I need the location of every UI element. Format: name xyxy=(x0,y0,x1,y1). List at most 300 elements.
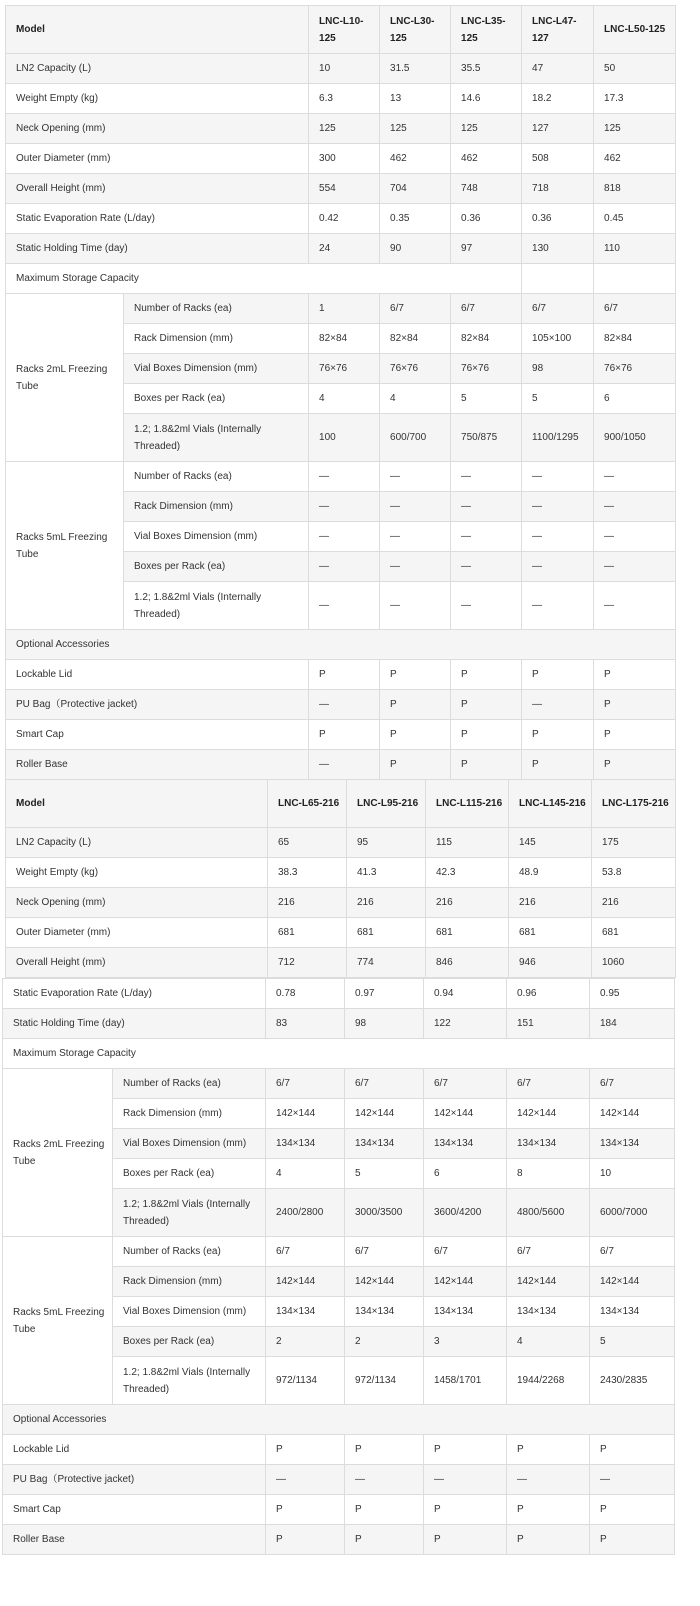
cell: P xyxy=(345,1525,424,1555)
cell: 142×144 xyxy=(424,1099,507,1129)
row-label: 1.2; 1.8&2ml Vials (Internally Threaded) xyxy=(113,1189,266,1237)
row-label: Boxes per Rack (ea) xyxy=(124,384,309,414)
cell: 300 xyxy=(309,144,380,174)
row-label: Rack Dimension (mm) xyxy=(124,324,309,354)
cell: 0.45 xyxy=(594,204,676,234)
cell: 0.35 xyxy=(380,204,451,234)
cell: 125 xyxy=(309,114,380,144)
section-title: Optional Accessories xyxy=(3,1405,675,1435)
cell: 900/1050 xyxy=(594,414,676,462)
cell: P xyxy=(266,1495,345,1525)
cell: 972/1134 xyxy=(345,1357,424,1405)
rack-row xyxy=(3,1069,675,1099)
cell: 2 xyxy=(266,1327,345,1357)
cell: 846 xyxy=(426,948,509,978)
cell: P xyxy=(380,720,451,750)
cell: P xyxy=(309,720,380,750)
cell: 462 xyxy=(451,144,522,174)
cell: P xyxy=(309,660,380,690)
cell: P xyxy=(345,1435,424,1465)
cell: 142×144 xyxy=(345,1267,424,1297)
cell: 0.96 xyxy=(507,979,590,1009)
cell: 41.3 xyxy=(347,858,426,888)
cell: 216 xyxy=(347,888,426,918)
cell: P xyxy=(380,690,451,720)
cell: P xyxy=(590,1525,675,1555)
cell: 110 xyxy=(594,234,676,264)
cell: 142×144 xyxy=(424,1267,507,1297)
cell: 98 xyxy=(345,1009,424,1039)
spec-row xyxy=(6,144,676,174)
cell: 134×134 xyxy=(590,1297,675,1327)
cell: 24 xyxy=(309,234,380,264)
row-label: Vial Boxes Dimension (mm) xyxy=(113,1297,266,1327)
model-col-header: LNC-L50-125 xyxy=(594,6,676,54)
cell: — xyxy=(594,582,676,630)
spec-row xyxy=(3,979,675,1009)
cell: 1944/2268 xyxy=(507,1357,590,1405)
cell: 8 xyxy=(507,1159,590,1189)
cell: 17.3 xyxy=(594,84,676,114)
section-row xyxy=(3,1405,675,1435)
cell: — xyxy=(266,1465,345,1495)
cell: P xyxy=(594,720,676,750)
cell: P xyxy=(522,660,594,690)
cell: 105×100 xyxy=(522,324,594,354)
cell: P xyxy=(380,660,451,690)
rack-row xyxy=(3,1237,675,1267)
cell: 1458/1701 xyxy=(424,1357,507,1405)
cell: 748 xyxy=(451,174,522,204)
row-label: Roller Base xyxy=(3,1525,266,1555)
model-header: Model xyxy=(6,6,309,54)
group-label-5ml: Racks 5mL Freezing Tube xyxy=(3,1237,113,1405)
cell: 142×144 xyxy=(590,1267,675,1297)
cell: P xyxy=(424,1435,507,1465)
row-label: Vial Boxes Dimension (mm) xyxy=(124,354,309,384)
row-label: Outer Diameter (mm) xyxy=(6,918,268,948)
cell: 462 xyxy=(380,144,451,174)
cell: 134×134 xyxy=(507,1129,590,1159)
row-label: Smart Cap xyxy=(6,720,309,750)
cell: 4800/5600 xyxy=(507,1189,590,1237)
cell: P xyxy=(594,750,676,780)
cell: 3600/4200 xyxy=(424,1189,507,1237)
cell: — xyxy=(380,492,451,522)
cell: — xyxy=(522,582,594,630)
row-label: Neck Opening (mm) xyxy=(6,888,268,918)
cell: 76×76 xyxy=(594,354,676,384)
cell: 0.95 xyxy=(590,979,675,1009)
cell: 95 xyxy=(347,828,426,858)
model-col-header: LNC-L175-216 xyxy=(592,780,676,828)
cell: 142×144 xyxy=(590,1099,675,1129)
cell: — xyxy=(451,552,522,582)
cell: 0.36 xyxy=(522,204,594,234)
cell: 4 xyxy=(507,1327,590,1357)
cell: 10 xyxy=(590,1159,675,1189)
cell: 122 xyxy=(424,1009,507,1039)
cell: — xyxy=(594,552,676,582)
cell: 6/7 xyxy=(345,1069,424,1099)
cell: 125 xyxy=(380,114,451,144)
row-label: 1.2; 1.8&2ml Vials (Internally Threaded) xyxy=(124,414,309,462)
row-label: Rack Dimension (mm) xyxy=(113,1099,266,1129)
cell: 134×134 xyxy=(590,1129,675,1159)
cell: 0.97 xyxy=(345,979,424,1009)
spec-row xyxy=(6,84,676,114)
cell: 718 xyxy=(522,174,594,204)
cell: 6/7 xyxy=(345,1237,424,1267)
cell: 5 xyxy=(590,1327,675,1357)
cell: 134×134 xyxy=(424,1297,507,1327)
row-label: Smart Cap xyxy=(3,1495,266,1525)
cell: 1100/1295 xyxy=(522,414,594,462)
cell: 6/7 xyxy=(380,294,451,324)
row-label: Rack Dimension (mm) xyxy=(124,492,309,522)
cell: 774 xyxy=(347,948,426,978)
cell: P xyxy=(522,750,594,780)
accessory-row xyxy=(3,1525,675,1555)
row-label: Weight Empty (kg) xyxy=(6,84,309,114)
cell: 712 xyxy=(268,948,347,978)
cell: — xyxy=(522,462,594,492)
cell: 6 xyxy=(424,1159,507,1189)
cell: 216 xyxy=(426,888,509,918)
row-label: Number of Racks (ea) xyxy=(113,1237,266,1267)
model-col-header: LNC-L95-216 xyxy=(347,780,426,828)
row-label: Boxes per Rack (ea) xyxy=(113,1159,266,1189)
row-label: Lockable Lid xyxy=(6,660,309,690)
cell: 5 xyxy=(345,1159,424,1189)
cell: 681 xyxy=(592,918,676,948)
row-label: 1.2; 1.8&2ml Vials (Internally Threaded) xyxy=(124,582,309,630)
row-label: Static Holding Time (day) xyxy=(3,1009,266,1039)
accessory-row xyxy=(6,750,676,780)
spec-row xyxy=(6,114,676,144)
cell: — xyxy=(522,552,594,582)
cell: — xyxy=(507,1465,590,1495)
cell: — xyxy=(424,1465,507,1495)
cell: P xyxy=(451,690,522,720)
cell: 681 xyxy=(268,918,347,948)
row-label: Number of Racks (ea) xyxy=(124,462,309,492)
row-label: Weight Empty (kg) xyxy=(6,858,268,888)
cell: 4 xyxy=(309,384,380,414)
group-label-5ml: Racks 5mL Freezing Tube xyxy=(6,462,124,630)
cell: 3000/3500 xyxy=(345,1189,424,1237)
cell: 818 xyxy=(594,174,676,204)
cell: 125 xyxy=(594,114,676,144)
cell: 508 xyxy=(522,144,594,174)
cell: 4 xyxy=(266,1159,345,1189)
cell: 142×144 xyxy=(345,1099,424,1129)
cell: P xyxy=(507,1525,590,1555)
row-label: Static Evaporation Rate (L/day) xyxy=(6,204,309,234)
row-label: LN2 Capacity (L) xyxy=(6,54,309,84)
section-title: Optional Accessories xyxy=(6,630,676,660)
cell: — xyxy=(309,552,380,582)
model-col-header: LNC-L35-125 xyxy=(451,6,522,54)
cell: 38.3 xyxy=(268,858,347,888)
cell: P xyxy=(507,1435,590,1465)
cell: 216 xyxy=(268,888,347,918)
model-col-header: LNC-L65-216 xyxy=(268,780,347,828)
cell: — xyxy=(594,492,676,522)
cell: 3 xyxy=(424,1327,507,1357)
cell: — xyxy=(309,492,380,522)
cell: — xyxy=(309,582,380,630)
cell: 151 xyxy=(507,1009,590,1039)
row-label: Vial Boxes Dimension (mm) xyxy=(113,1129,266,1159)
cell: 462 xyxy=(594,144,676,174)
cell: 704 xyxy=(380,174,451,204)
cell: — xyxy=(380,522,451,552)
row-label: 1.2; 1.8&2ml Vials (Internally Threaded) xyxy=(113,1357,266,1405)
cell: 134×134 xyxy=(266,1297,345,1327)
cell: P xyxy=(451,660,522,690)
cell: 76×76 xyxy=(309,354,380,384)
cell: 134×134 xyxy=(507,1297,590,1327)
cell: 750/875 xyxy=(451,414,522,462)
cell: 76×76 xyxy=(380,354,451,384)
accessory-row xyxy=(3,1465,675,1495)
cell: 6/7 xyxy=(594,294,676,324)
spec-row xyxy=(6,54,676,84)
cell: 6/7 xyxy=(590,1237,675,1267)
cell: P xyxy=(594,690,676,720)
cell: 946 xyxy=(509,948,592,978)
cell: 6/7 xyxy=(522,294,594,324)
cell: 76×76 xyxy=(451,354,522,384)
spec-row xyxy=(3,1009,675,1039)
cell: 681 xyxy=(426,918,509,948)
spec-row xyxy=(6,858,676,888)
cell: 0.78 xyxy=(266,979,345,1009)
spec-row xyxy=(6,888,676,918)
cell: 42.3 xyxy=(426,858,509,888)
cell: 6/7 xyxy=(451,294,522,324)
spec-table-216-top xyxy=(5,779,676,978)
cell: — xyxy=(380,552,451,582)
cell: 134×134 xyxy=(424,1129,507,1159)
cell: 6/7 xyxy=(424,1237,507,1267)
section-row xyxy=(6,264,676,294)
row-label: Number of Racks (ea) xyxy=(113,1069,266,1099)
cell: 31.5 xyxy=(380,54,451,84)
cell: 142×144 xyxy=(266,1267,345,1297)
cell: 145 xyxy=(509,828,592,858)
cell: 134×134 xyxy=(345,1129,424,1159)
row-label: Static Evaporation Rate (L/day) xyxy=(3,979,266,1009)
cell: 65 xyxy=(268,828,347,858)
section-row xyxy=(3,1039,675,1069)
cell: 2400/2800 xyxy=(266,1189,345,1237)
cell: 681 xyxy=(347,918,426,948)
cell: 82×84 xyxy=(309,324,380,354)
cell: — xyxy=(380,582,451,630)
header-row xyxy=(6,6,676,54)
accessory-row xyxy=(6,720,676,750)
cell: 82×84 xyxy=(380,324,451,354)
row-label: Static Holding Time (day) xyxy=(6,234,309,264)
row-label: Roller Base xyxy=(6,750,309,780)
cell: P xyxy=(266,1435,345,1465)
row-label: PU Bag（Protective jacket) xyxy=(3,1465,266,1495)
cell: P xyxy=(522,720,594,750)
cell: 6/7 xyxy=(424,1069,507,1099)
row-label: Outer Diameter (mm) xyxy=(6,144,309,174)
cell: — xyxy=(594,522,676,552)
row-label: Overall Height (mm) xyxy=(6,948,268,978)
cell: P xyxy=(424,1495,507,1525)
cell: 142×144 xyxy=(507,1099,590,1129)
cell: 600/700 xyxy=(380,414,451,462)
accessory-row xyxy=(6,690,676,720)
row-label: Vial Boxes Dimension (mm) xyxy=(124,522,309,552)
cell: 6/7 xyxy=(590,1069,675,1099)
row-label: Overall Height (mm) xyxy=(6,174,309,204)
cell: — xyxy=(522,690,594,720)
cell: 4 xyxy=(380,384,451,414)
cell: 0.94 xyxy=(424,979,507,1009)
cell: — xyxy=(522,492,594,522)
cell: — xyxy=(309,750,380,780)
empty-cell xyxy=(594,264,676,294)
cell: 83 xyxy=(266,1009,345,1039)
cell: 175 xyxy=(592,828,676,858)
cell: 50 xyxy=(594,54,676,84)
spec-row xyxy=(6,828,676,858)
cell: 6/7 xyxy=(266,1237,345,1267)
model-col-header: LNC-L30-125 xyxy=(380,6,451,54)
cell: — xyxy=(380,462,451,492)
cell: 48.9 xyxy=(509,858,592,888)
model-header: Model xyxy=(6,780,268,828)
cell: 681 xyxy=(509,918,592,948)
cell: 6/7 xyxy=(507,1237,590,1267)
cell: 2 xyxy=(345,1327,424,1357)
cell: 2430/2835 xyxy=(590,1357,675,1405)
cell: 184 xyxy=(590,1009,675,1039)
spec-row xyxy=(6,948,676,978)
accessory-row xyxy=(3,1435,675,1465)
cell: 47 xyxy=(522,54,594,84)
cell: 216 xyxy=(592,888,676,918)
cell: 5 xyxy=(522,384,594,414)
cell: 134×134 xyxy=(266,1129,345,1159)
section-title: Maximum Storage Capacity xyxy=(6,264,522,294)
cell: 100 xyxy=(309,414,380,462)
cell: — xyxy=(451,492,522,522)
cell: P xyxy=(424,1525,507,1555)
cell: — xyxy=(309,690,380,720)
cell: — xyxy=(309,462,380,492)
model-col-header: LNC-L10-125 xyxy=(309,6,380,54)
cell: — xyxy=(451,462,522,492)
cell: 0.42 xyxy=(309,204,380,234)
cell: 18.2 xyxy=(522,84,594,114)
accessory-row xyxy=(6,660,676,690)
cell: P xyxy=(590,1435,675,1465)
cell: 130 xyxy=(522,234,594,264)
header-row xyxy=(6,780,676,828)
cell: 98 xyxy=(522,354,594,384)
cell: P xyxy=(594,660,676,690)
cell: 972/1134 xyxy=(266,1357,345,1405)
model-col-header: LNC-L115-216 xyxy=(426,780,509,828)
cell: 90 xyxy=(380,234,451,264)
cell: 0.36 xyxy=(451,204,522,234)
cell: 82×84 xyxy=(451,324,522,354)
cell: 554 xyxy=(309,174,380,204)
cell: 53.8 xyxy=(592,858,676,888)
spec-table-125 xyxy=(5,5,676,780)
model-col-header: LNC-L47-127 xyxy=(522,6,594,54)
cell: 142×144 xyxy=(266,1099,345,1129)
cell: 127 xyxy=(522,114,594,144)
section-row xyxy=(6,630,676,660)
cell: — xyxy=(522,522,594,552)
spec-row xyxy=(6,174,676,204)
group-label-2ml: Racks 2mL Freezing Tube xyxy=(3,1069,113,1237)
group-label-2ml: Racks 2mL Freezing Tube xyxy=(6,294,124,462)
cell: P xyxy=(266,1525,345,1555)
cell: P xyxy=(451,720,522,750)
row-label: Lockable Lid xyxy=(3,1435,266,1465)
section-title: Maximum Storage Capacity xyxy=(3,1039,675,1069)
cell: — xyxy=(309,522,380,552)
cell: 142×144 xyxy=(507,1267,590,1297)
cell: — xyxy=(345,1465,424,1495)
cell: — xyxy=(594,462,676,492)
cell: 6 xyxy=(594,384,676,414)
cell: 125 xyxy=(451,114,522,144)
cell: 216 xyxy=(509,888,592,918)
spec-row xyxy=(6,918,676,948)
row-label: PU Bag（Protective jacket) xyxy=(6,690,309,720)
row-label: Neck Opening (mm) xyxy=(6,114,309,144)
cell: 6000/7000 xyxy=(590,1189,675,1237)
cell: 115 xyxy=(426,828,509,858)
rack-row xyxy=(6,462,676,492)
cell: P xyxy=(451,750,522,780)
cell: 13 xyxy=(380,84,451,114)
cell: 134×134 xyxy=(345,1297,424,1327)
cell: — xyxy=(451,522,522,552)
row-label: Boxes per Rack (ea) xyxy=(124,552,309,582)
row-label: Boxes per Rack (ea) xyxy=(113,1327,266,1357)
cell: 6/7 xyxy=(266,1069,345,1099)
row-label: Number of Racks (ea) xyxy=(124,294,309,324)
cell: P xyxy=(345,1495,424,1525)
cell: 6/7 xyxy=(507,1069,590,1099)
spec-row xyxy=(6,204,676,234)
cell: — xyxy=(590,1465,675,1495)
cell: P xyxy=(590,1495,675,1525)
cell: 35.5 xyxy=(451,54,522,84)
spec-row xyxy=(6,234,676,264)
model-col-header: LNC-L145-216 xyxy=(509,780,592,828)
cell: — xyxy=(451,582,522,630)
accessory-row xyxy=(3,1495,675,1525)
cell: 1 xyxy=(309,294,380,324)
cell: 5 xyxy=(451,384,522,414)
cell: 97 xyxy=(451,234,522,264)
cell: 82×84 xyxy=(594,324,676,354)
spec-table-216-bottom xyxy=(2,978,675,1555)
row-label: LN2 Capacity (L) xyxy=(6,828,268,858)
